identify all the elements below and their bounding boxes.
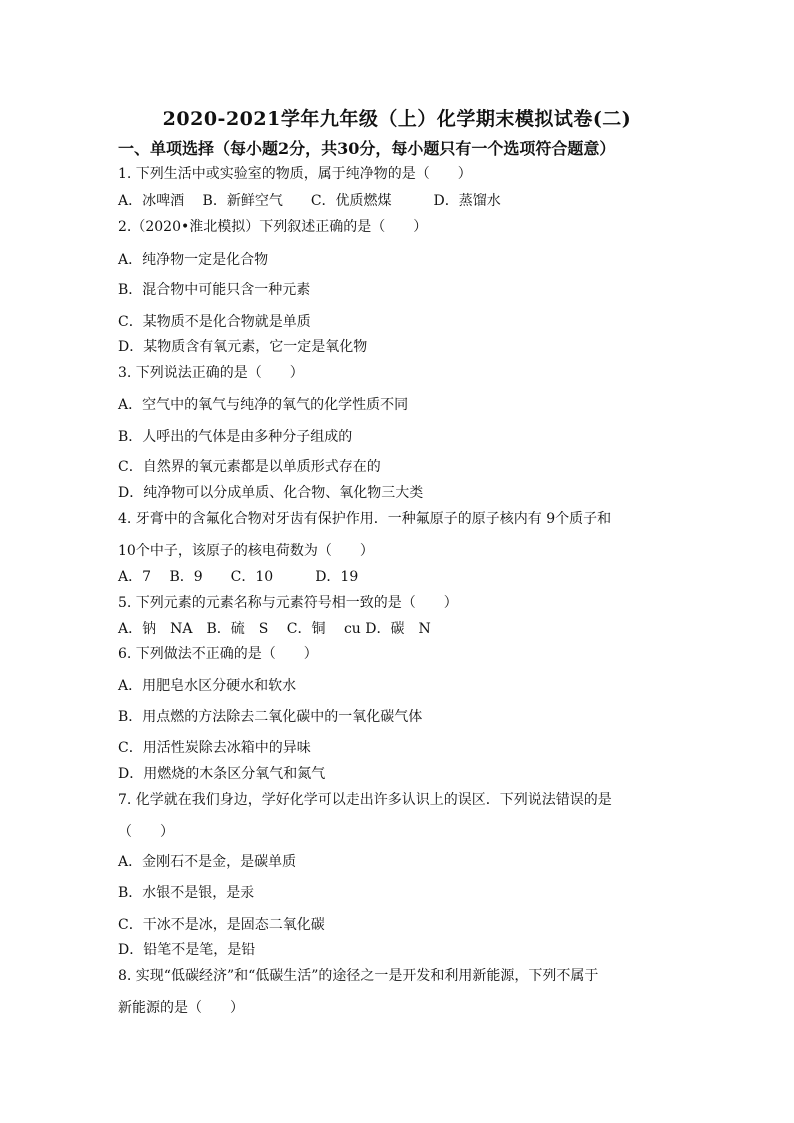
question-line: B．人呼出的气体是由多种分子组成的	[118, 429, 353, 445]
question-line: B．水银不是银，是汞	[118, 885, 255, 901]
question-line: C．某物质不是化合物就是单质	[118, 314, 311, 330]
question-line: C．用活性炭除去冰箱中的异味	[118, 740, 311, 756]
page-title: 2020-2021学年九年级（上）化学期末模拟试卷(二)	[162, 108, 632, 130]
question-line: A．金刚石不是金，是碳单质	[118, 854, 297, 870]
question-line: 10个中子，该原子的核电荷数为（ ）	[118, 543, 374, 559]
question-line: A．纯净物一定是化合物	[118, 252, 269, 268]
question-line: 新能源的是（ ）	[118, 1000, 244, 1016]
question-line: B．用点燃的方法除去二氧化碳中的一氧化碳气体	[118, 709, 423, 725]
question-line: A．空气中的氧气与纯净的氧气的化学性质不同	[118, 397, 409, 413]
question-line: 5. 下列元素的元素名称与元素符号相一致的是（ ）	[118, 595, 458, 611]
question-line: （ ）	[118, 824, 174, 840]
question-line: 4. 牙膏中的含氟化合物对牙齿有保护作用．一种氟原子的原子核内有 9个质子和	[118, 511, 612, 527]
question-line: D．某物质含有氧元素，它一定是氧化物	[118, 339, 368, 355]
question-line: D．用燃烧的木条区分氧气和氮气	[118, 766, 326, 782]
question-line: B．混合物中可能只含一种元素	[118, 282, 311, 298]
question-line: A．用肥皂水区分硬水和软水	[118, 678, 297, 694]
section-heading: 一、单项选择（每小题2分，共30分，每小题只有一个选项符合题意）	[118, 139, 616, 158]
question-line: C．自然界的氧元素都是以单质形式存在的	[118, 459, 381, 475]
question-line: A．冰啤酒 B．新鲜空气 C．优质燃煤 D．蒸馏水	[118, 193, 501, 209]
question-line: A．7 B．9 C．10 D．19	[118, 569, 359, 585]
question-line: D．纯净物可以分成单质、化合物、氧化物三大类	[118, 485, 424, 501]
question-line: 3. 下列说法正确的是（ ）	[118, 365, 304, 381]
question-line: 6. 下列做法不正确的是（ ）	[118, 646, 318, 662]
question-line: 8. 实现“低碳经济”和“低碳生活”的途径之一是开发和利用新能源，下列不属于	[118, 968, 599, 984]
question-line: D．铅笔不是笔，是铅	[118, 942, 256, 958]
question-line: 1. 下列生活中或实验室的物质，属于纯净物的是（ ）	[118, 166, 472, 182]
question-line: 2.（2020•淮北模拟）下列叙述正确的是（ ）	[118, 219, 428, 235]
question-line: A．钠 NA B．硫 S C．铜 cu D．碳 N	[118, 621, 431, 637]
question-line: C．干冰不是冰，是固态二氧化碳	[118, 917, 325, 933]
question-line: 7. 化学就在我们身边，学好化学可以走出许多认识上的误区．下列说法错误的是	[118, 792, 612, 808]
